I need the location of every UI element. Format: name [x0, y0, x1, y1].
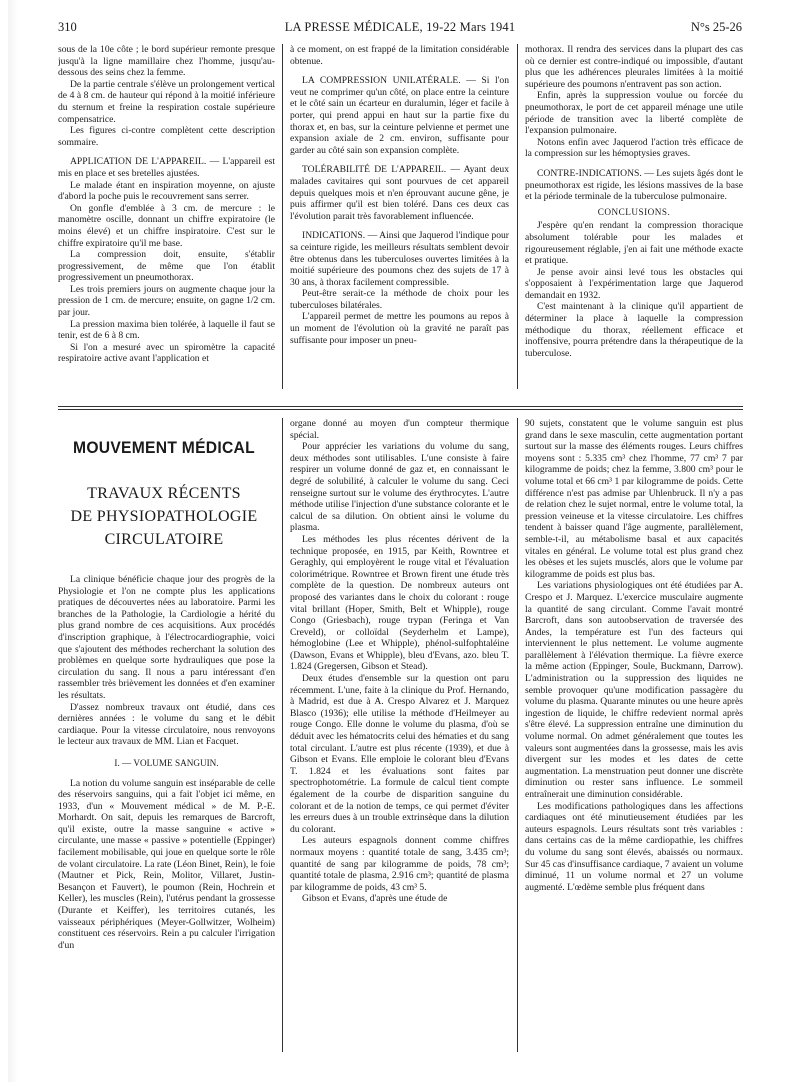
- paragraph: J'espère qu'en rendant la compression thoracique absolument tolérable pour les malades et rigoureusement réglable, j'en ai fait une méthode exacte et pratique.: [525, 220, 743, 267]
- upper-column-2: [290, 44, 509, 389]
- paragraph-gap: [290, 67, 509, 75]
- page-number: 310: [58, 20, 77, 34]
- paragraph: organe donné au moyen d'un compteur thermique spécial.: [290, 418, 509, 441]
- paragraph: Pour apprécier les variations du volume du sang, deux méthodes sont utilisables. L'une consiste à faire respirer un volume donné de gaz et, en connaissant le degré de solubilité, à calculer le volume du sang. Ceci renseigne surtout sur le volume des érythrocytes. L'autre méthode utilise l'injection d'une substance colorante et le calcul de sa dilution. On obtient ainsi le volume du plasma.: [290, 441, 509, 534]
- paragraph: Les méthodes les plus récentes dérivent de la technique proposée, en 1915, par Keith, Rowntree et Geraghly, qui employèrent le rouge vital et l'évaluation colorimétrique. Rowntree et Brown firent une étude très complète de la question. De nombreux auteurs ont proposé des variantes dans le choix du colorant : rouge vital brillant (Hoper, Smith, Belt et Whipple), rouge Congo (Griesbach), rouge trypan (Feringa et Van Creveld), or colloïdal (Seyderhelm et Lampe), hémoglobine (Lee et Whipple), phénol-sulfophtaléine (Dawson, Evans et Whipple), bleu d'Evans, azo. bleu T. 1.824 (Gregersen, Gibson et Stead).: [290, 533, 509, 673]
- paragraph: Les figures ci-contre complètent cette description sommaire.: [58, 125, 275, 148]
- column-divider: [282, 418, 283, 1052]
- paragraph: mothorax. Il rendra des services dans la plupart des cas où ce dernier est contre-indiqué ou impossible, d'autant plus que les adhérences pleurales limitées à la moitié supérieure des poumons n'entravent pas son action.: [525, 44, 743, 90]
- paragraph: sous de la 10e côte ; le bord supérieur remonte presque jusqu'à la ligne mamillaire chez l'homme, jusqu'au-dessous des seins chez la femme.: [58, 44, 275, 79]
- paragraph: INDICATIONS. — Ainsi que Jaquerod l'indique pour sa ceinture rigide, les meilleurs résultats semblent devoir être obtenus dans les tuberculoses ouvertes limitées à la moitié supérieure des poumons chez des sujets de 17 à 30 ans, à thorax facilement compressible.: [290, 230, 509, 288]
- article-title-line: DE PHYSIOPATHOLOGIE: [70, 508, 258, 525]
- section-heading: I. — VOLUME SANGUIN.: [114, 757, 219, 768]
- paragraph: Deux études d'ensemble sur la question ont paru récemment. L'une, faite à la clinique du Prof. Hernando, à Madrid, est due à A. Crespo Alvarez et J. Marquez Blasco (1936); elle utilise la méthode d'Heilmeyer au rouge Congo. Elle donne le volume du plasma, d'où se déduit avec les hématocrits celui des hématies et du sang total circulant. L'autre est plus récente (1939), et due à Gibson et Evans. Elle emploie le colorant bleu d'Evans T. 1.824 et les évaluations sont faites par spectrophotométrie. La formule de calcul tient compte également de la courbe de disparition sanguine du colorant et de la notion de temps, ce qui permet d'éviter les erreurs dues à un trouble extrinsèque dans la dilution du colorant.: [290, 673, 509, 835]
- paragraph: Les trois premiers jours on augmente chaque jour la pression de 1 cm. de mercure; ensuite, on gagne 1/2 cm. par jour.: [58, 283, 275, 319]
- upper-column-1: [58, 44, 275, 389]
- column-divider: [517, 44, 518, 389]
- lower-column-1: [58, 574, 275, 1052]
- paragraph: TOLÉRABILITÉ DE L'APPAREIL. — Ayant deux malades cavitaires qui sont pourvues de cet appareil depuis quelques mois et n'en éprouvant aucune gêne, je puis affirmer qu'il est bien toléré. Dans ces deux cas l'évolution parait très favorablement influencée.: [290, 164, 509, 222]
- paragraph: Je pense avoir ainsi levé tous les obstacles qui s'opposaient à l'expérimentation large que Jaquerod demandait en 1932.: [525, 266, 743, 301]
- lower-column-2: [290, 418, 509, 1052]
- article-title: [58, 482, 270, 551]
- journal-title: LA PRESSE MÉDICALE, 19-22 Mars 1941: [284, 20, 516, 34]
- upper-column-3: [525, 44, 743, 389]
- paragraph: APPLICATION DE L'APPAREIL. — L'appareil est mis en place et ses bretelles ajustées.: [58, 156, 275, 179]
- issue-number: N°s 25-26: [690, 20, 742, 34]
- section-heading: CONCLUSIONS.: [597, 206, 671, 217]
- paragraph: Peut-être serait-ce la méthode de choix pour les tuberculoses bilatérales.: [290, 288, 509, 311]
- paragraph: Les variations physiologiques ont été étudiées par A. Crespo et J. Marquez. L'exercice musculaire augmente la quantité de sang circulant. Comme l'avait montré Barcroft, dans son autoobservation de traversée des Andes, la température est l'un des facteurs qui interviennent le plus nettement. Le volume augmente parallèlement à l'élévation thermique. La fièvre exerce la même action (Eppinger, Soule, Buckmann, Darrow). L'administration ou la suppression des liquides ne semble provoquer qu'une modification passagère du volume du plasma. Quarante minutes ou une heure après ingestion de liquide, le chiffre redevient normal après s'être élevé. La suppression entraîne une diminution du volume normal. On admet généralement que toutes les valeurs sont augmentées dans la grossesse, mais les avis divergent sur les modes et les dates de cette augmentation. La menstruation peut donner une discrète diminution ou rester sans influence. Le sommeil entraînerait une diminution considérable.: [525, 580, 743, 800]
- paragraph: Notons enfin avec Jaquerod l'action très efficace de la compression sur les hémoptysies graves.: [525, 136, 743, 160]
- paragraph: L'appareil permet de mettre les poumons au repos à un moment de l'évolution où la gravité ne paraît pas suffisante pour imposer un pneu-: [290, 311, 509, 346]
- paragraph: On gonfle d'emblée à 3 cm. de mercure : le manomètre oscille, donnant un chiffre expiratoire (le moins élevé) et un chiffre inspiratoire. C'est sur le chiffre expiratoire qu'il me base.: [58, 202, 275, 249]
- page-header: [58, 20, 742, 38]
- paragraph: La notion du volume sanguin est inséparable de celle des réservoirs sanguins, qui a fait l'objet ici même, en 1933, d'un « Mouvement médical » de M. P.-E. Morhardt. On sait, depuis les remarques de Barcroft, qu'il existe, outre la masse sanguine « active » circulante, une masse « passive » potentielle (Eppinger) facilement mobilisable, qui joue en quelque sorte le rôle de volant circulatoire. La rate (Léon Binet, Rein), le foie (Mautner et Pick, Rein, Molitor, Villaret, Justin-Besançon et Fauvert), le poumon (Rein, Hochrein et Keller), les muscles (Rein), l'utérus pendant la grossesse (Durante et Keiffer), les territoires cutanés, les vaisseaux périphériques (Meyer-Gollwitzer, Wolheim) constituent ces réservoirs. Rein a pu calculer l'irrigation d'un: [58, 777, 275, 951]
- paragraph: Si l'on a mesuré avec un spiromètre la capacité respiratoire active avant l'application et: [58, 341, 275, 365]
- article-title-line: TRAVAUX RÉCENTS: [87, 485, 241, 502]
- paragraph: Les auteurs espagnols donnent comme chiffres normaux moyens : quantité totale de sang, 3.435 cm³; quantité de sang par kilogramme de poids, 78 cm³; quantité totale de plasma, 2.916 cm³; quantité de plasma par kilogramme de poids, 43 cm³ 5.: [290, 835, 509, 893]
- paragraph: LA COMPRESSION UNILATÉRALE. — Si l'on veut ne comprimer qu'un côté, on place entre la ceinture et le côté sain un écarteur en duralumin, léger et facile à porter, qui prend appui en haut sur la partie fixe du thorax et, en bas, sur la ceinture pelvienne et permet une expansion axiale de 2 cm. environ, suffisante pour garder au côté sain son expansion complète.: [290, 75, 509, 156]
- paragraph: à ce moment, on est frappé de la limitation considérable obtenue.: [290, 44, 509, 67]
- paragraph: CONTRE-INDICATIONS. — Les sujets âgés dont le pneumothorax est rigide, les lésions massives de la base et la période terminale de la tuberculose pulmonaire.: [525, 167, 743, 203]
- paragraph: C'est maintenant à la clinique qu'il appartient de déterminer la place à laquelle la compression méthodique du thorax, réellement efficace et inoffensive, pourra prétendre dans la thérapeutique de la tuberculose.: [525, 301, 743, 359]
- paragraph: 90 sujets, constatent que le volume sanguin est plus grand dans le sexe masculin, cette augmentation portant surtout sur la masse des éléments rouges. Leurs chiffres moyens sont : 5.335 cm³ chez l'homme, 77 cm³ 7 par kilogramme de poids; chez la femme, 3.800 cm³ pour le volume total et 66 cm³ 1 par kilogramme de poids. Cette différence n'est pas admise par Uhlenbruck. Il n'y a pas de relation chez le sujet normal, entre le volume total, la pression veineuse et la vitesse circulatoire. Les chiffres tendent à baisser quand l'âge augmente, parallèlement, semble-t-il, au métabolisme basal et aux capacités vitales en général. Le volume total est plus grand chez les obèses et les sujets musclés, alors que le volume par kilogramme de poids est plus bas.: [525, 418, 743, 580]
- page-fold-shadow: [8, 0, 18, 1082]
- paragraph: De la partie centrale s'élève un prolongement vertical de 4 à 8 cm. de hauteur qui répond à la moitié inférieure du sternum et freine la respiration costale supérieure compensatrice.: [58, 78, 275, 125]
- paragraph-gap: [58, 148, 275, 156]
- paragraph: La compression doit, ensuite, s'établir progressivement, de même que l'on établit progressivement un pneumothorax.: [58, 249, 275, 284]
- section-rule: [58, 409, 743, 410]
- section-rule: [58, 406, 743, 407]
- paragraph: Gibson et Evans, d'après une étude de: [302, 893, 448, 905]
- paragraph: Enfin, après la suppression voulue ou forcée du pneumothorax, le port de cet appareil ménage une utile période de transition avec la liberté complète de l'expansion pulmonaire.: [525, 90, 743, 137]
- paragraph-gap: [525, 160, 743, 168]
- lower-column-3: [525, 418, 743, 1052]
- paragraph: D'assez nombreux travaux ont étudié, dans ces dernières années : le volume du sang et le débit cardiaque. Pour la vitesse circulatoire, nous renvoyons le lecteur aux travaux de MM. Lian et Facquet.: [58, 701, 275, 748]
- paragraph: La clinique bénéficie chaque jour des progrès de la Physiologie et l'on ne compte plus les applications pratiques de découvertes nées au laboratoire. Parmi les branches de la Pathologie, la Cardiologie a hérité du plus grand nombre de ces acquisitions. Aux procédés d'inscription graphique, à l'électrocardiographie, voici que s'ajoutent des méthodes recherchant la solution des problèmes en quelque sorte hydrauliques que pose la circulation du sang. Il nous a paru intéressant d'en rassembler très brièvement les données et d'en examiner les résultats.: [58, 574, 275, 701]
- paragraph-gap: [290, 222, 509, 230]
- column-divider: [282, 44, 283, 389]
- paragraph: La pression maxima bien tolérée, à laquelle il faut se tenir, est de 6 à 8 cm.: [58, 318, 275, 342]
- paragraph: Les modifications pathologiques dans les affections cardiaques ont été minutieusement étudiées par les auteurs espagnols. Leurs résultats sont très variables : dans certains cas de la même cardiopathie, les chiffres du volume du sang sont élevés, abaissés ou normaux. Sur 45 cas d'insuffisance cardiaque, 7 avaient un volume diminué, 11 un volume normal et 27 un volume augmenté. L'œdème semble plus fréquent dans: [525, 800, 743, 893]
- section-banner-title: MOUVEMENT MÉDICAL: [73, 438, 255, 457]
- column-divider: [517, 418, 518, 1052]
- article-title-line: CIRCULATOIRE: [104, 531, 224, 548]
- paragraph: Le malade étant en inspiration moyenne, on ajuste d'abord la poche puis le recouvrement sans serrer.: [58, 179, 275, 203]
